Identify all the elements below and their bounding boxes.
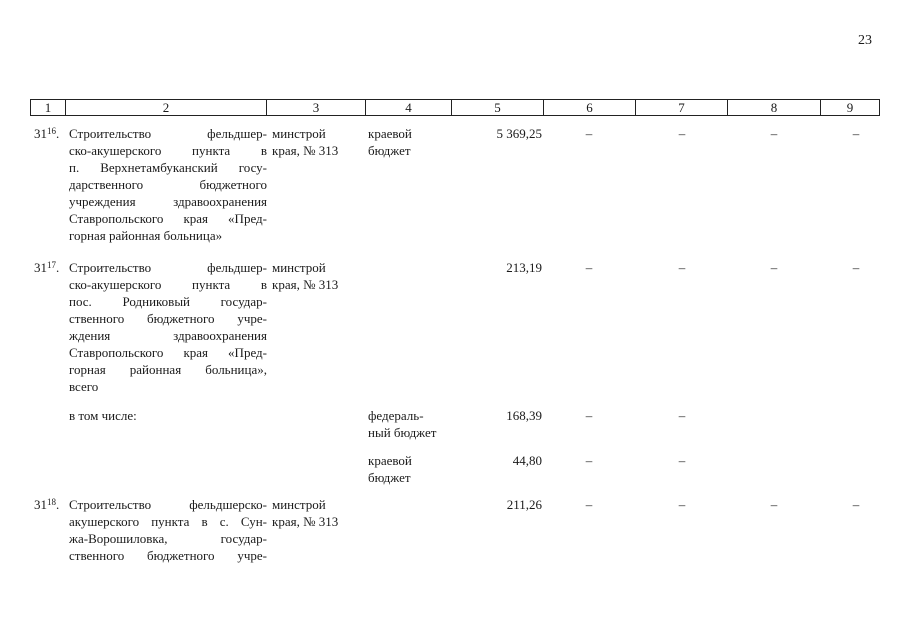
page-number: 23 (858, 33, 872, 48)
row-responsible: минстрой края, № 313 (272, 260, 339, 292)
row-col6-value: – (585, 453, 593, 468)
header-col-5: 5 (451, 99, 544, 116)
row-col6-value: – (585, 260, 593, 275)
row-col8-value: – (770, 497, 778, 512)
row-col9-value: – (852, 497, 860, 512)
header-col-1: 1 (30, 99, 66, 116)
row-source: краевой бюджет (368, 126, 412, 158)
header-col-8: 8 (727, 99, 821, 116)
row-amount: 213,19 (506, 260, 542, 275)
row-source: федераль- ный бюджет (368, 408, 437, 440)
row-col7-value: – (678, 453, 686, 468)
row-source: краевой бюджет (368, 453, 412, 485)
row-col9-value: – (852, 126, 860, 141)
row-amount: 5 369,25 (496, 126, 542, 141)
row-col7-value: – (678, 260, 686, 275)
row-description: Строительство фельдшер- ско-акушерского пункта в пос. Родниковый государ- ственного бюджетного учре- ждения здравоохранения Ставропольского края «Пред- горная районная больница», всего (69, 260, 267, 394)
row-col8-value: – (770, 260, 778, 275)
row-col7-value: – (678, 497, 686, 512)
row-description: Строительство фельдшерско- акушерского пункта в с. Сун- жа-Ворошиловка, государ- ственного бюджетного учре- (69, 497, 267, 563)
row-responsible: минстрой края, № 313 (272, 497, 339, 529)
row-id: $31^{17}$. (34, 260, 60, 275)
header-col-7: 7 (635, 99, 728, 116)
header-col-6: 6 (543, 99, 636, 116)
row-col7-value: – (678, 408, 686, 423)
row-col9-value: – (852, 260, 860, 275)
header-col-2: 2 (65, 99, 267, 116)
row-id: $31^{18}$. (34, 497, 60, 512)
row-amount: 44,80 (512, 453, 542, 468)
row-col6-value: – (585, 408, 593, 423)
header-col-4: 4 (365, 99, 452, 116)
row-description: в том числе: (69, 408, 137, 423)
row-col7-value: – (678, 126, 686, 141)
header-col-9: 9 (820, 99, 880, 116)
row-col6-value: – (585, 497, 593, 512)
row-description: Строительство фельдшер- ско-акушерского пункта в п. Верхнетамбуканский госу- дарственного бюджетного учреждения здравоохранения Ставропольского края «Пред- горная районная больница» (69, 126, 267, 243)
row-col6-value: – (585, 126, 593, 141)
row-amount: 168,39 (506, 408, 542, 423)
row-col8-value: – (770, 126, 778, 141)
row-responsible: минстрой края, № 313 (272, 126, 339, 158)
header-col-3: 3 (266, 99, 366, 116)
row-amount: 211,26 (506, 497, 542, 512)
row-id: $31^{16}$. (34, 126, 60, 141)
